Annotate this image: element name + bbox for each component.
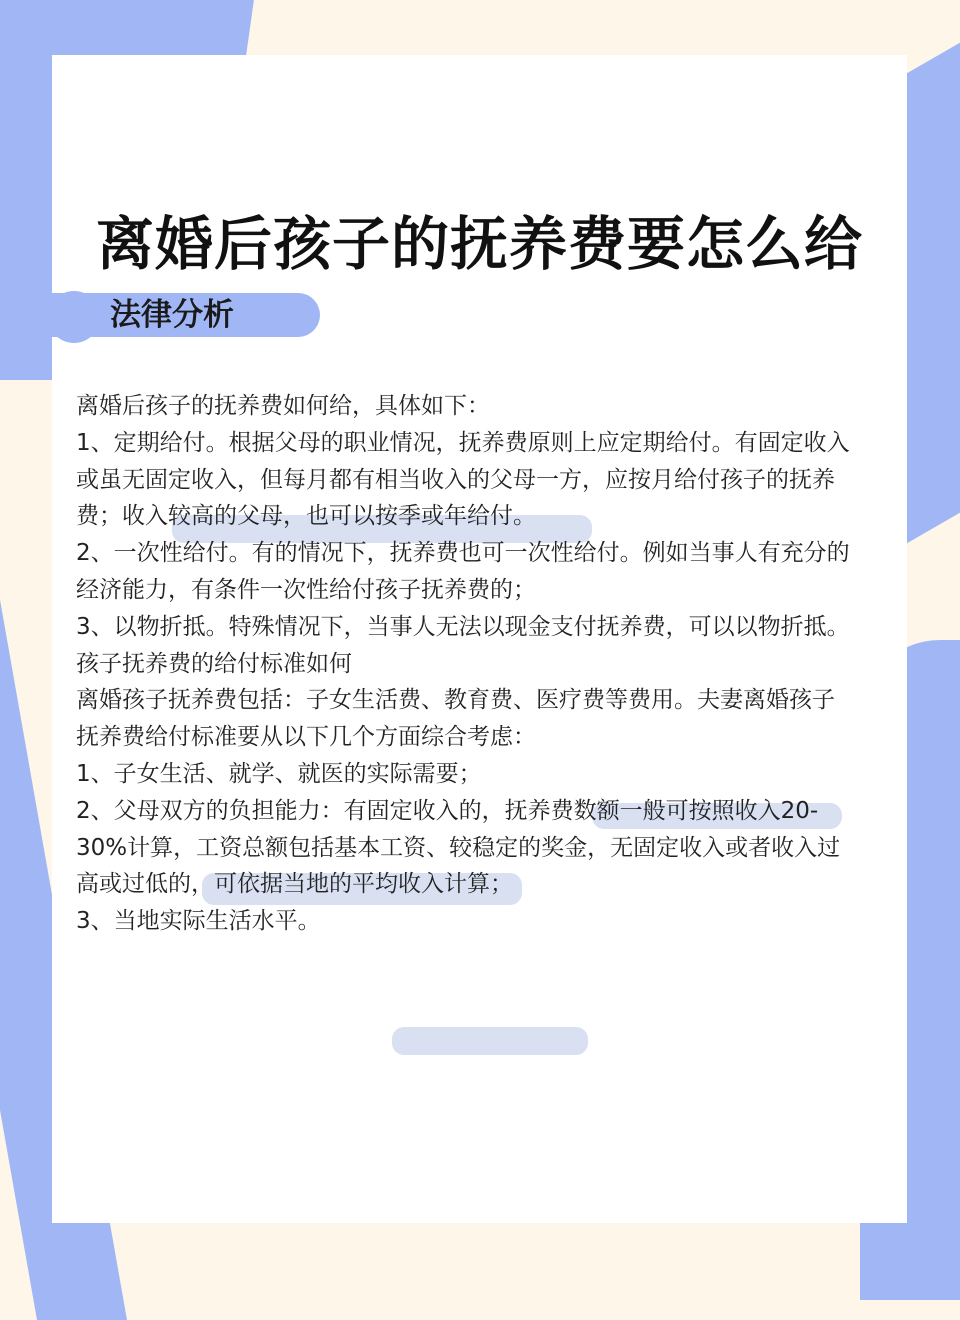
paragraph-child-needs: 1、子女生活、就学、就医的实际需要； [76, 760, 482, 787]
paragraph-parent-ability: 2、父母双方的负担能力：有固定收入的，抚养费数额一般可按照收入20-30%计算，工资总额包括基本工资、较稳定的奖金，无固定收入或者收入过高或过低的，可依据当地的平均收入计算； [76, 797, 841, 898]
article-body [76, 388, 856, 940]
paragraph-standard-heading: 孩子抚养费的给付标准如何 [76, 650, 352, 677]
paragraph-periodic-payment: 1、定期给付。根据父母的职业情况，抚养费原则上应定期给付。有固定收入或虽无固定收入，但每月都有相当收入的父母一方，应按月给付孩子的抚养费；收入较高的父母，也可以按季或年给付。 [76, 429, 850, 530]
page-title: 离婚后孩子的抚养费要怎么给 [95, 210, 863, 278]
paragraph-standard-scope: 离婚孩子抚养费包括：子女生活费、教育费、医疗费等费用。夫妻离婚孩子抚养费给付标准要从以下几个方面综合考虑： [76, 687, 835, 751]
paragraph-in-kind-offset: 3、以物折抵。特殊情况下，当事人无法以现金支付抚养费，可以以物折抵。 [76, 613, 850, 640]
section-tag-label: 法律分析 [110, 297, 234, 333]
paragraph-lump-sum-payment: 2、一次性给付。有的情况下，抚养费也可一次性给付。例如当事人有充分的经济能力，有条件一次性给付孩子抚养费的； [76, 540, 850, 603]
decorative-highlight [392, 1027, 588, 1055]
content-card [52, 55, 907, 1223]
paragraph-intro: 离婚后孩子的抚养费如何给，具体如下： [76, 393, 490, 419]
paragraph-local-living-level: 3、当地实际生活水平。 [76, 908, 321, 935]
